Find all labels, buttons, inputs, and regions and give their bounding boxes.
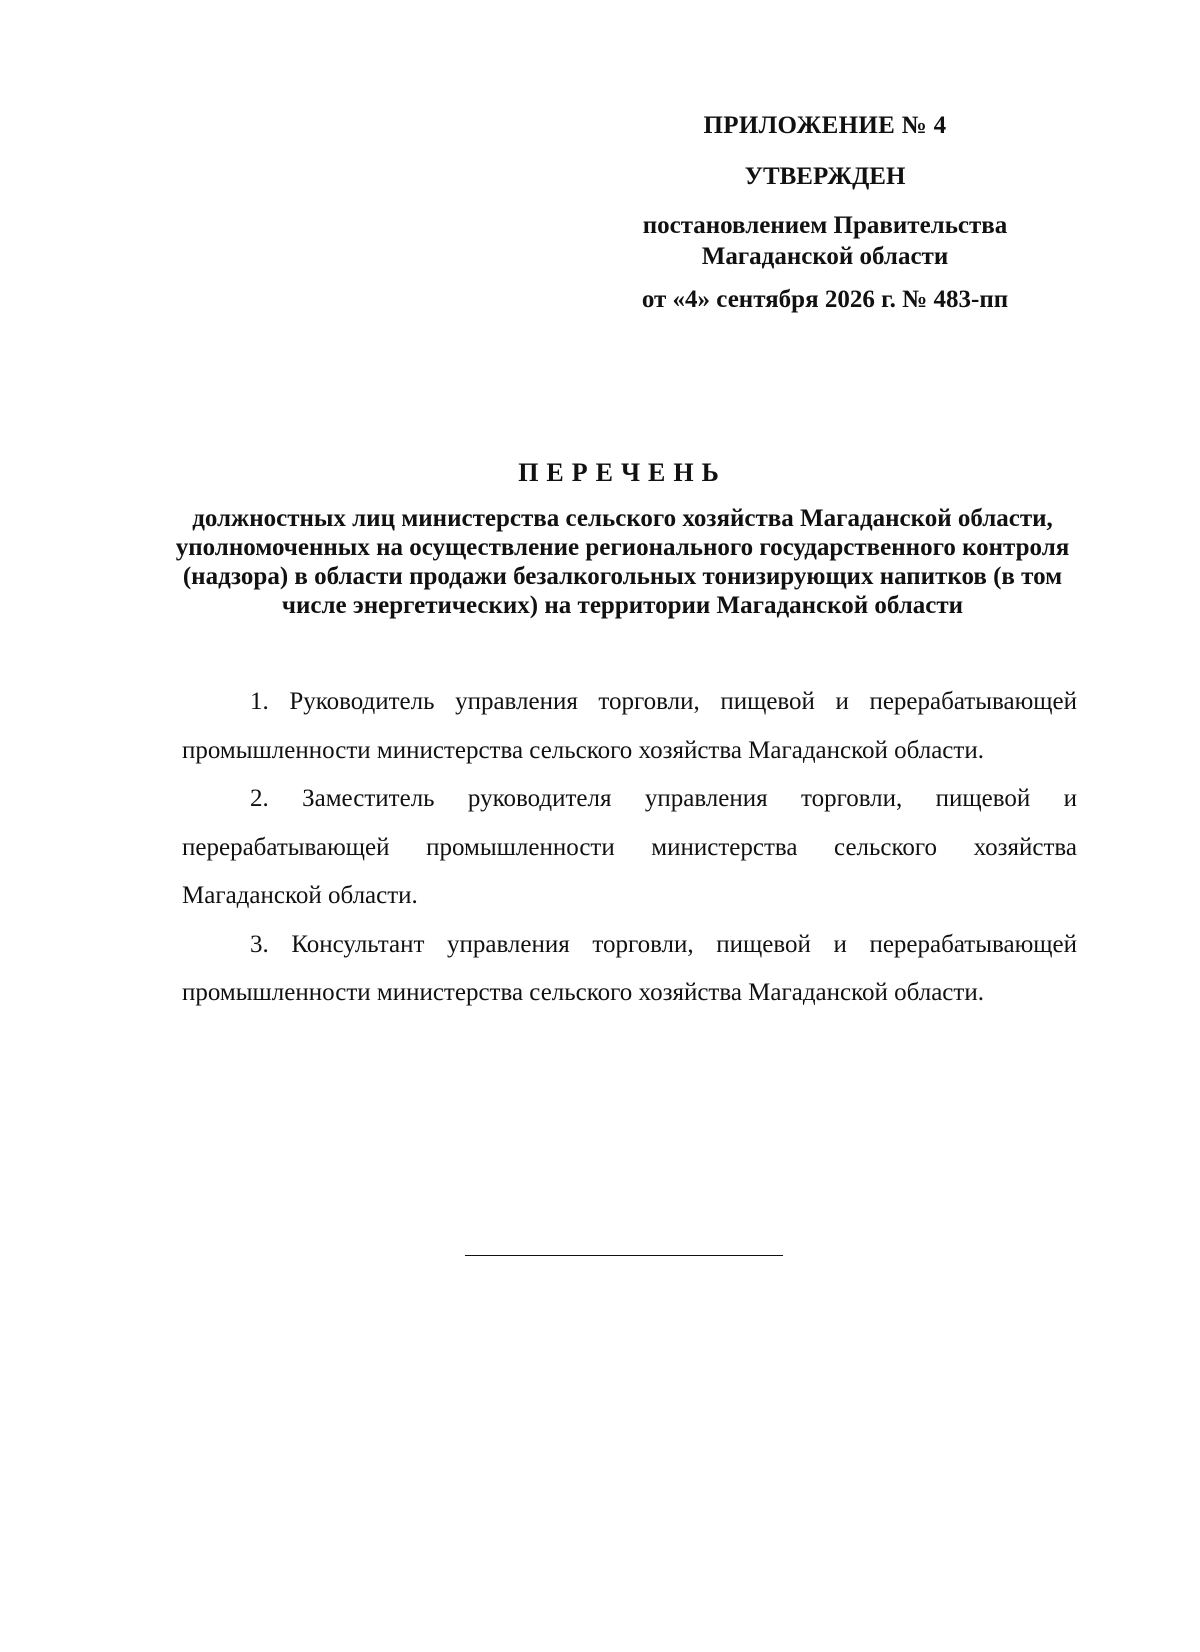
closing-rule [465, 1255, 783, 1256]
approved-label: УТВЕРЖДЕН [744, 163, 906, 190]
list-item: 2. Заместитель руководителя управления торговли, пищевой и перерабатывающей промышленности министерства сельского хозяйства Магаданской области. [182, 785, 1077, 909]
document-subtitle: должностных лиц министерства сельского хозяйства Магаданской области, уполномоченных на осуществление регионального государственного контроля (надзора) в области продажи безалкогольных тонизирующих напитков (в том числе энергетических) на территории Магаданской области [175, 505, 1070, 619]
document-title: ПЕРЕЧЕНЬ [518, 458, 727, 487]
list-item: 3. Консультант управления торговли, пищевой и перерабатывающей промышленности министерства сельского хозяйства Магаданской области. [182, 930, 1077, 1006]
title-block [160, 458, 1085, 620]
list-item: 1. Руководитель управления торговли, пищевой и перерабатывающей промышленности министерства сельского хозяйства Магаданской области. [182, 688, 1077, 764]
annex-number: ПРИЛОЖЕНИЕ № 4 [703, 112, 947, 139]
official-list [182, 678, 1077, 1018]
decree-date-number: от «4» сентября 2026 г. № 483-пп [641, 286, 1009, 313]
decree-line-1: постановлением Правительства [642, 212, 1008, 239]
decree-line-2: Магаданской области [701, 243, 949, 270]
approval-block [600, 110, 1050, 315]
